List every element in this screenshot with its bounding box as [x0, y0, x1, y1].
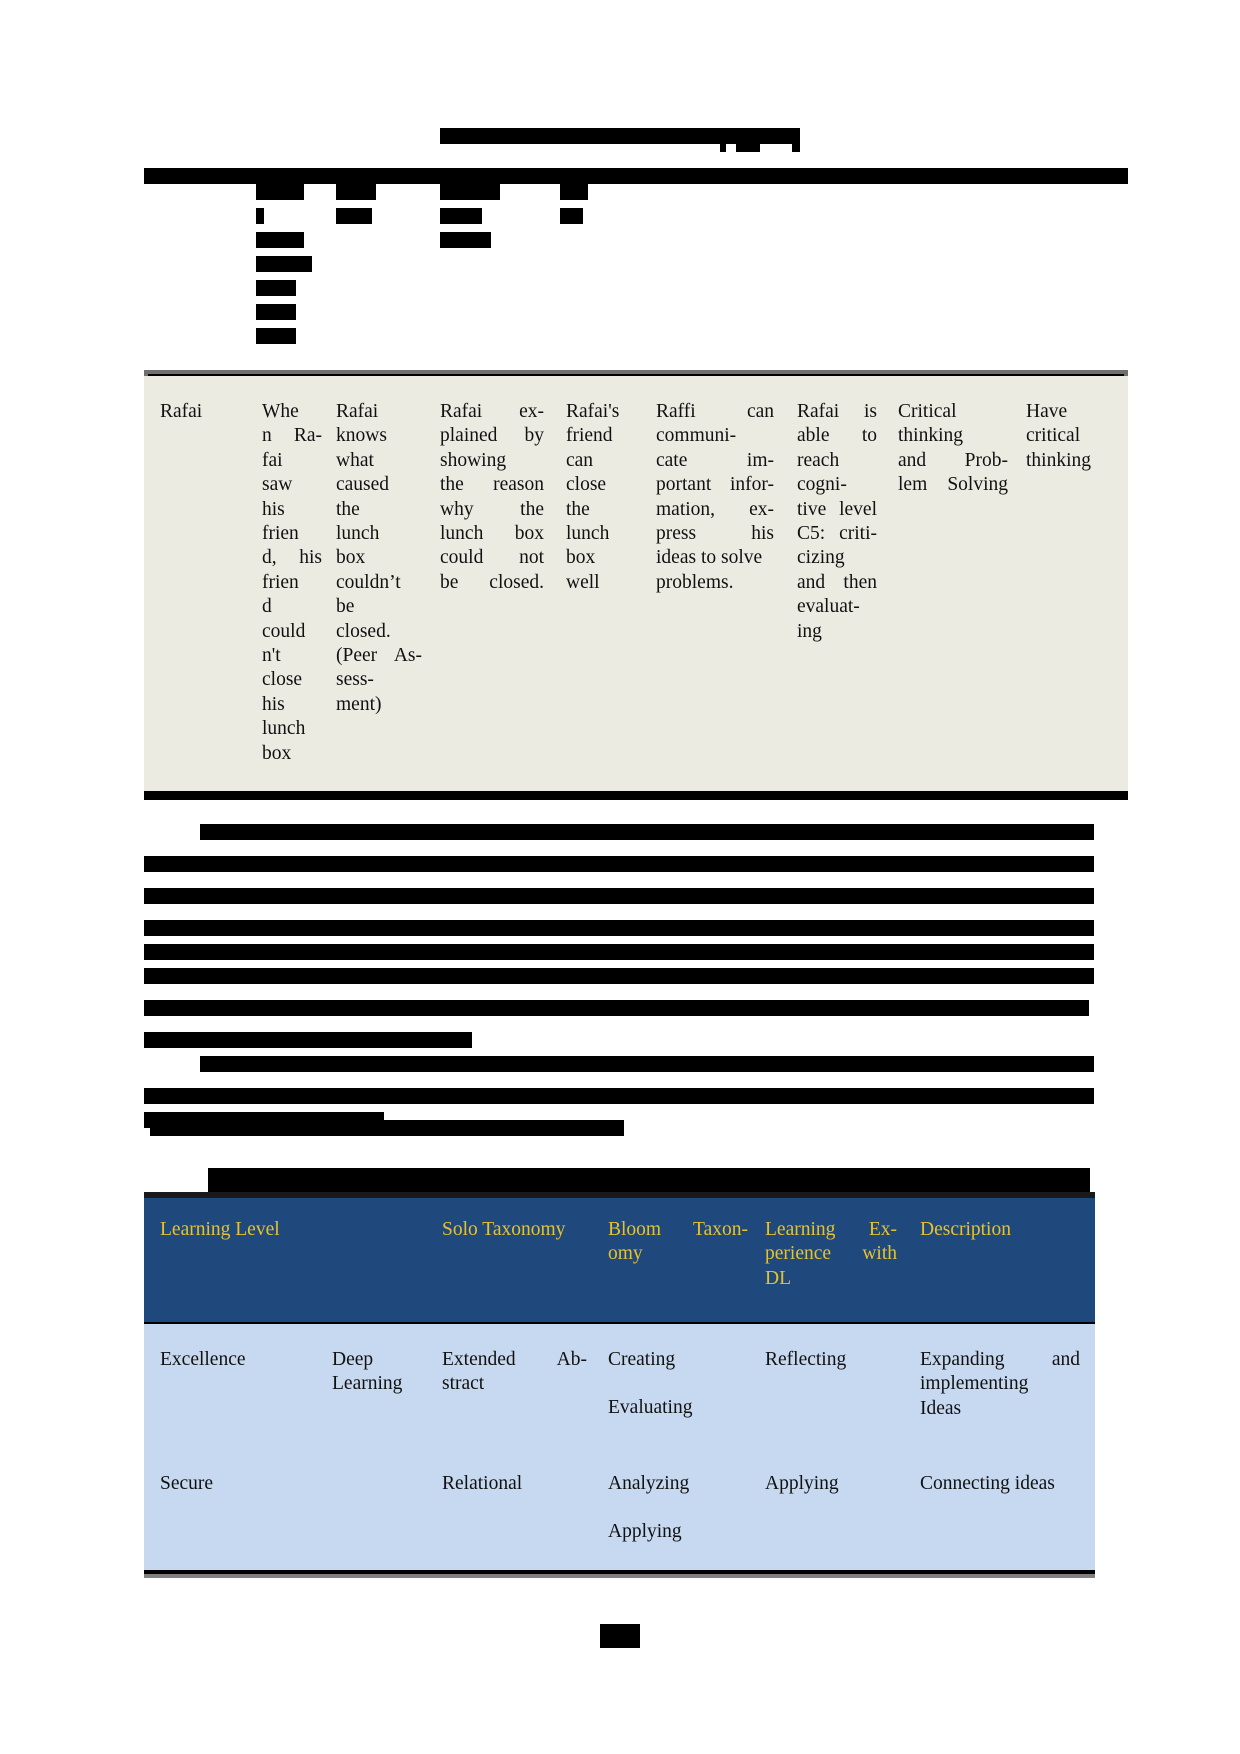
header-description: Description	[920, 1219, 1011, 1240]
cell-line: press his	[656, 523, 774, 545]
cell-line: showing	[440, 449, 507, 471]
cell-line: thinking	[898, 425, 964, 447]
cell-line: Learning Ex-	[765, 1219, 897, 1240]
table1-bottom-border	[144, 791, 1128, 800]
cell-line: could	[262, 620, 306, 642]
cell-line: plained by	[440, 425, 544, 447]
cell-line: well	[566, 571, 600, 593]
cell-line: box	[336, 547, 366, 569]
title-redacted-descender	[792, 144, 800, 152]
cell-line: what	[336, 449, 374, 471]
cell-line: Rafai	[336, 401, 379, 422]
cell-line: lunch	[336, 523, 380, 545]
cell-line: d	[262, 596, 272, 618]
cell-line: Rafai's	[566, 401, 620, 422]
cell-line: his	[262, 498, 285, 520]
cell-line: tive level	[797, 498, 877, 520]
cell-line: able to	[797, 425, 877, 447]
cell-line: implementing	[920, 1373, 1029, 1395]
cell-line: why the	[440, 498, 544, 520]
cell-line: can	[566, 449, 594, 471]
cell-line: ideas to solve	[656, 547, 763, 569]
cell-skill	[898, 400, 1008, 498]
cell-bloom	[608, 1472, 689, 1545]
cell-line: lem Solving	[898, 474, 1008, 496]
table2-bottom-border	[144, 1570, 1095, 1578]
cell-knows	[336, 400, 422, 717]
cell-level: Secure	[160, 1473, 214, 1494]
cell-line: Rafai ex-	[440, 401, 544, 422]
cell-level: Excellence	[160, 1349, 246, 1370]
cell-line: and then	[797, 571, 877, 593]
cell-line: evaluat-	[797, 596, 860, 618]
header-bloom-taxonomy	[608, 1218, 748, 1267]
cell-line: Learning	[332, 1373, 403, 1395]
cell-explained	[440, 400, 544, 595]
cell-line: the	[566, 498, 590, 520]
cell-line: communi-	[656, 425, 737, 447]
cell-line: thinking	[1026, 449, 1092, 471]
cell-cognitive	[797, 400, 877, 644]
header-learning-level: Learning Level	[160, 1219, 280, 1240]
cell-line: C5: criti-	[797, 523, 877, 545]
cell-line: Connecting ideas	[920, 1473, 1055, 1494]
cell-line: and Prob-	[898, 449, 1008, 471]
cell-line: cogni-	[797, 474, 847, 496]
cell-sublevel	[332, 1348, 402, 1397]
cell-line: Relational	[442, 1473, 523, 1494]
cell-line: perience with	[765, 1243, 897, 1265]
cell-line: problems.	[656, 571, 734, 593]
cell-line: couldn’t	[336, 571, 401, 593]
cell-line: be closed.	[440, 571, 544, 593]
table2-caption-redacted	[208, 1168, 1090, 1192]
cell-experience: Applying	[765, 1473, 839, 1494]
cell-line: box	[262, 742, 292, 764]
cell-solo	[442, 1348, 587, 1397]
cell-line: cizing	[797, 547, 845, 569]
cell-line: could not	[440, 547, 544, 569]
cell-line: close	[566, 474, 607, 496]
cell-line: fai	[262, 449, 283, 471]
cell-line: lunch	[262, 718, 306, 740]
cell-line: Evaluating	[608, 1397, 693, 1419]
cell-line: ing	[797, 620, 822, 642]
title-redacted-descender	[736, 144, 760, 152]
cell-line: mation, ex-	[656, 498, 774, 520]
cell-result	[1026, 400, 1116, 473]
cell-line: reach	[797, 449, 840, 471]
cell-line: d, his	[262, 547, 322, 569]
cell-line: Deep	[332, 1349, 374, 1370]
cell-line: friend	[566, 425, 613, 447]
cell-line: sess-	[336, 669, 374, 691]
cell-line: Ideas	[920, 1397, 962, 1419]
cell-line: omy	[608, 1243, 643, 1265]
cell-line: the reason	[440, 474, 544, 496]
cell-line: DL	[765, 1267, 791, 1289]
title-redacted-descender	[720, 144, 726, 152]
cell-line: his	[262, 693, 285, 715]
cell-line: Applying	[608, 1521, 682, 1543]
cell-line: Expanding and	[920, 1349, 1080, 1370]
title-redacted	[440, 128, 800, 144]
cell-line: the	[336, 498, 360, 520]
cell-line: frien	[262, 571, 299, 593]
cell-line: close	[262, 669, 303, 691]
cell-line: Extended Ab-	[442, 1349, 587, 1370]
cell-line: portant infor-	[656, 474, 774, 496]
header-learning-experience	[765, 1218, 897, 1291]
header-solo-taxonomy: Solo Taxonomy	[442, 1219, 566, 1240]
cell-line: stract	[442, 1373, 485, 1395]
cell-line: n't	[262, 645, 281, 667]
cell-line: ment)	[336, 693, 382, 715]
cell-line: Raffi can	[656, 401, 774, 422]
cell-line: Critical	[898, 401, 957, 422]
cell-line: knows	[336, 425, 387, 447]
table2	[144, 1192, 1095, 1578]
cell-solo	[442, 1472, 522, 1496]
cell-line: (Peer As-	[336, 645, 422, 667]
cell-line: box	[566, 547, 596, 569]
table1	[144, 370, 1128, 800]
cell-communicate	[656, 400, 774, 595]
cell-line: critical	[1026, 425, 1081, 447]
cell-line: be	[336, 596, 355, 618]
cell-friend	[566, 400, 638, 595]
cell-line: lunch box	[440, 523, 544, 545]
cell-line: caused	[336, 474, 390, 496]
cell-line: frien	[262, 523, 299, 545]
cell-line: Whe	[262, 401, 299, 422]
cell-line: lunch	[566, 523, 610, 545]
cell-line: Have	[1026, 401, 1068, 422]
cell-line: cate im-	[656, 449, 774, 471]
cell-line: n Ra-	[262, 425, 322, 447]
cell-line: Rafai is	[797, 401, 877, 422]
cell-line: closed.	[336, 620, 391, 642]
cell-description	[920, 1348, 1080, 1421]
cell-situation	[262, 400, 322, 766]
cell-line: saw	[262, 474, 293, 496]
cell-line: Bloom Taxon-	[608, 1219, 748, 1240]
cell-experience: Reflecting	[765, 1349, 847, 1370]
cell-line: Analyzing	[608, 1473, 690, 1494]
cell-bloom	[608, 1348, 692, 1421]
cell-line: Creating	[608, 1349, 676, 1370]
page-number-redacted	[600, 1624, 640, 1648]
cell-description	[920, 1472, 1055, 1496]
cell-name: Rafai	[160, 401, 203, 422]
